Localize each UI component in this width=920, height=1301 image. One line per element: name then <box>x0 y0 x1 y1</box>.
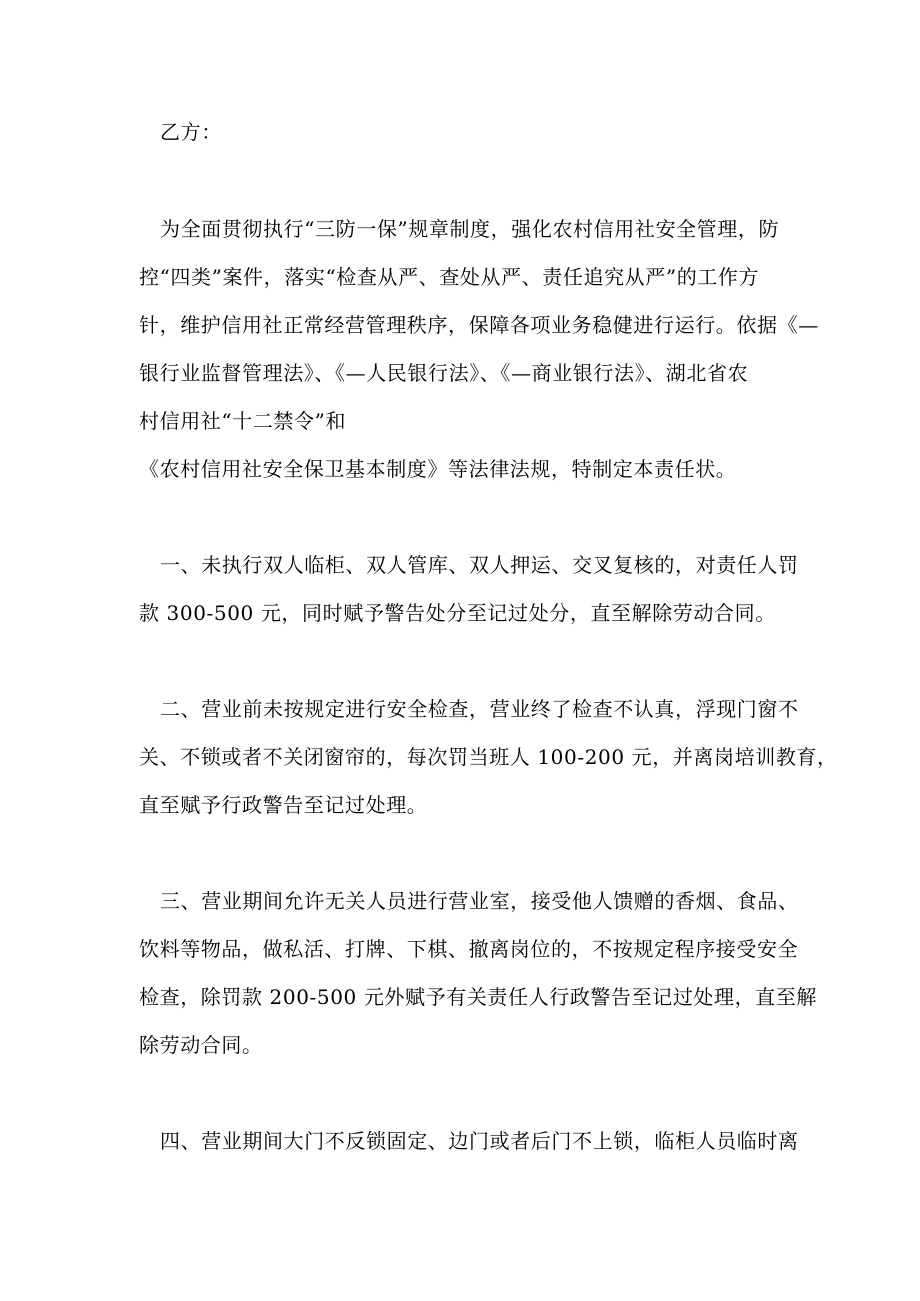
clause-line: 款 300-500 元，同时赋予警告处分至记过处分，直至解除劳动合同。 <box>139 601 776 625</box>
clause-line: 三、营业期间允许无关人员进行营业室，接受他人馈赠的香烟、食品、 <box>160 889 799 913</box>
clause-line: 除劳动合同。 <box>139 1033 263 1057</box>
intro-line: 村信用社“十二禁令”和 <box>139 409 347 433</box>
intro-line: 《农村信用社安全保卫基本制度》等法律法规，特制定本责任状。 <box>139 457 737 481</box>
clause-line: 二、营业前未按规定进行安全检查，营业终了检查不认真，浮现门窗不 <box>160 697 799 721</box>
clause-line: 关、不锁或者不关闭窗帘的，每次罚当班人 100-200 元，并离岗培训教育， <box>139 745 838 769</box>
intro-line: 银行业监督管理法》、《—人民银行法》、《—商业银行法》、湖北省农 <box>139 361 749 385</box>
clause-line: 检查，除罚款 200-500 元外赋予有关责任人行政警告至记过处理，直至解 <box>139 985 818 1009</box>
intro-line: 针，维护信用社正常经营管理秩序，保障各项业务稳健进行运行。依据《— <box>139 313 819 337</box>
intro-line: 控“四类”案件，落实“检查从严、查处从严、责任追究从严”的工作方 <box>139 265 760 289</box>
intro-line: 为全面贯彻执行“三防一保”规章制度，强化农村信用社安全管理，防 <box>160 217 780 241</box>
clause-line: 直至赋予行政警告至记过处理。 <box>139 793 428 817</box>
clause-line: 饮料等物品，做私活、打牌、下棋、撤离岗位的，不按规定程序接受安全 <box>139 937 799 961</box>
clause-line: 四、营业期间大门不反锁固定、边门或者后门不上锁，临柜人员临时离 <box>160 1129 799 1153</box>
party-b-label: 乙方： <box>160 120 222 144</box>
clause-line: 一、未执行双人临柜、双人管库、双人押运、交叉复核的，对责任人罚 <box>160 553 799 577</box>
